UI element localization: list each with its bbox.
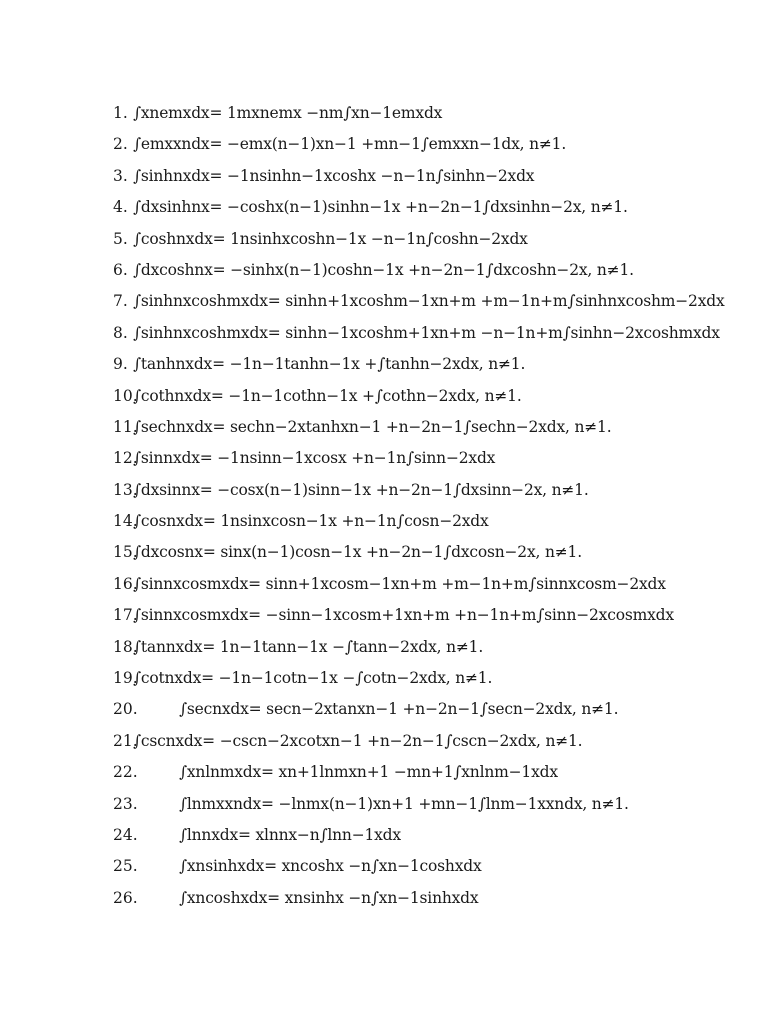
formula-number: 19. — [113, 669, 138, 688]
formula-row — [0, 789, 768, 820]
formula-number: 22. — [113, 763, 138, 782]
formula-number: 9. — [113, 355, 128, 374]
formula-text: ∫xnemxdx= 1mxnemx −nm∫xn−1emxdx — [133, 104, 443, 122]
formula-row — [0, 286, 768, 317]
formula-number: 26. — [113, 888, 138, 907]
formula-text: ∫xncoshxdx= xnsinhx −n∫xn−1sinhxdx — [179, 888, 479, 907]
formula-number: 16. — [113, 574, 138, 593]
formula-row — [0, 506, 768, 537]
formula-text: ∫dxcoshnx= −sinhx(n−1)coshn−1x +n−2n−1∫dxcoshn−2x, n≠1. — [133, 260, 634, 279]
formula-number: 6. — [113, 260, 128, 279]
formula-row — [0, 412, 768, 443]
formula-text: ∫dxsinnx= −cosx(n−1)sinn−1x +n−2n−1∫dxsinn−2x, n≠1. — [133, 480, 589, 499]
formula-text: ∫sinnxdx= −1nsinn−1xcosx +n−1n∫sinn−2xdx — [133, 449, 496, 468]
formula-text: ∫sinhnxcoshmxdx= sinhn+1xcoshm−1xn+m +m−1n+m∫sinhnxcoshm−2xdx — [133, 292, 725, 311]
formula-row — [0, 883, 768, 914]
formula-text: ∫sinnxcosmxdx= −sinn−1xcosm+1xn+m +n−1n+m∫sinn−2xcosmxdx — [133, 606, 674, 625]
formula-row — [0, 224, 768, 255]
formula-row — [0, 475, 768, 506]
formula-row — [0, 820, 768, 851]
formula-text: ∫cscnxdx= −cscn−2xcotxn−1 +n−2n−1∫cscn−2xdx, n≠1. — [133, 731, 583, 750]
formula-text: ∫tannxdx= 1n−1tann−1x −∫tann−2xdx, n≠1. — [133, 637, 484, 656]
formula-number: 7. — [113, 292, 128, 311]
formula-row — [0, 192, 768, 223]
formula-row — [0, 632, 768, 663]
formula-row — [0, 349, 768, 380]
formula-row — [0, 726, 768, 757]
formula-row — [0, 129, 768, 160]
formula-number: 21. — [113, 731, 138, 750]
formula-row — [0, 851, 768, 882]
formula-row — [0, 161, 768, 192]
formula-number: 4. — [113, 198, 128, 217]
formula-text: ∫cothnxdx= −1n−1cothn−1x +∫cothn−2xdx, n≠1. — [133, 386, 522, 405]
formula-number: 14. — [113, 512, 138, 531]
formula-row — [0, 600, 768, 631]
formula-number: 5. — [113, 229, 128, 248]
formula-number: 11. — [113, 417, 138, 436]
formula-number: 12. — [113, 449, 138, 468]
formula-number: 25. — [113, 857, 138, 876]
formula-text: ∫emxxndx= −emx(n−1)xn−1 +mn−1∫emxxn−1dx, n≠1. — [133, 135, 567, 154]
formula-text: ∫sinhnxcoshmxdx= sinhn−1xcoshm+1xn+m −n−1n+m∫sinhn−2xcoshmxdx — [133, 323, 720, 342]
formula-row — [0, 381, 768, 412]
formula-text: ∫cosnxdx= 1nsinxcosn−1x +n−1n∫cosn−2xdx — [133, 512, 489, 531]
formula-number: 3. — [113, 166, 128, 185]
formula-row — [0, 663, 768, 694]
formula-text: ∫lnnxdx= xlnnx−n∫lnn−1xdx — [179, 825, 401, 844]
formula-number: 10. — [113, 386, 138, 405]
formula-row — [0, 694, 768, 725]
formula-text: ∫cotnxdx= −1n−1cotn−1x −∫cotn−2xdx, n≠1. — [133, 669, 493, 688]
formula-row — [0, 757, 768, 788]
formula-text: ∫dxcosnx= sinx(n−1)cosn−1x +n−2n−1∫dxcosn−2x, n≠1. — [133, 543, 582, 562]
formula-number: 18. — [113, 637, 138, 656]
formula-number: 24. — [113, 825, 138, 844]
formula-row — [0, 569, 768, 600]
formula-row — [0, 255, 768, 286]
formula-number: 20. — [113, 700, 138, 719]
formula-text: ∫tanhnxdx= −1n−1tanhn−1x +∫tanhn−2xdx, n≠1. — [133, 355, 526, 374]
formula-text: ∫sechnxdx= sechn−2xtanhxn−1 +n−2n−1∫sechn−2xdx, n≠1. — [133, 417, 612, 436]
formula-text: ∫coshnxdx= 1nsinhxcoshn−1x −n−1n∫coshn−2xdx — [133, 229, 528, 248]
formula-row — [0, 98, 768, 129]
formula-text: ∫xnlnmxdx= xn+1lnmxn+1 −mn+1∫xnlnm−1xdx — [179, 763, 558, 782]
formula-row — [0, 443, 768, 474]
formula-text: ∫lnmxxndx= −lnmx(n−1)xn+1 +mn−1∫lnm−1xxndx, n≠1. — [179, 794, 629, 813]
formula-text: ∫dxsinhnx= −coshx(n−1)sinhn−1x +n−2n−1∫dxsinhn−2x, n≠1. — [133, 198, 628, 217]
formula-number: 17. — [113, 606, 138, 625]
formula-text: ∫sinnxcosmxdx= sinn+1xcosm−1xn+m +m−1n+m∫sinnxcosm−2xdx — [133, 574, 666, 593]
formula-number: 2. — [113, 135, 128, 154]
formula-number: 8. — [113, 323, 128, 342]
formula-row — [0, 537, 768, 568]
formula-number: 15. — [113, 543, 138, 562]
formula-row — [0, 318, 768, 349]
formula-text: ∫xnsinhxdx= xncoshx −n∫xn−1coshxdx — [179, 857, 482, 876]
formula-text: ∫secnxdx= secn−2xtanxn−1 +n−2n−1∫secn−2xdx, n≠1. — [179, 700, 619, 719]
formula-text: ∫sinhnxdx= −1nsinhn−1xcoshx −n−1n∫sinhn−2xdx — [133, 166, 535, 185]
formula-number: 1. — [113, 104, 128, 122]
formula-number: 23. — [113, 794, 138, 813]
formula-number: 13. — [113, 480, 138, 499]
formula-list — [0, 98, 768, 914]
